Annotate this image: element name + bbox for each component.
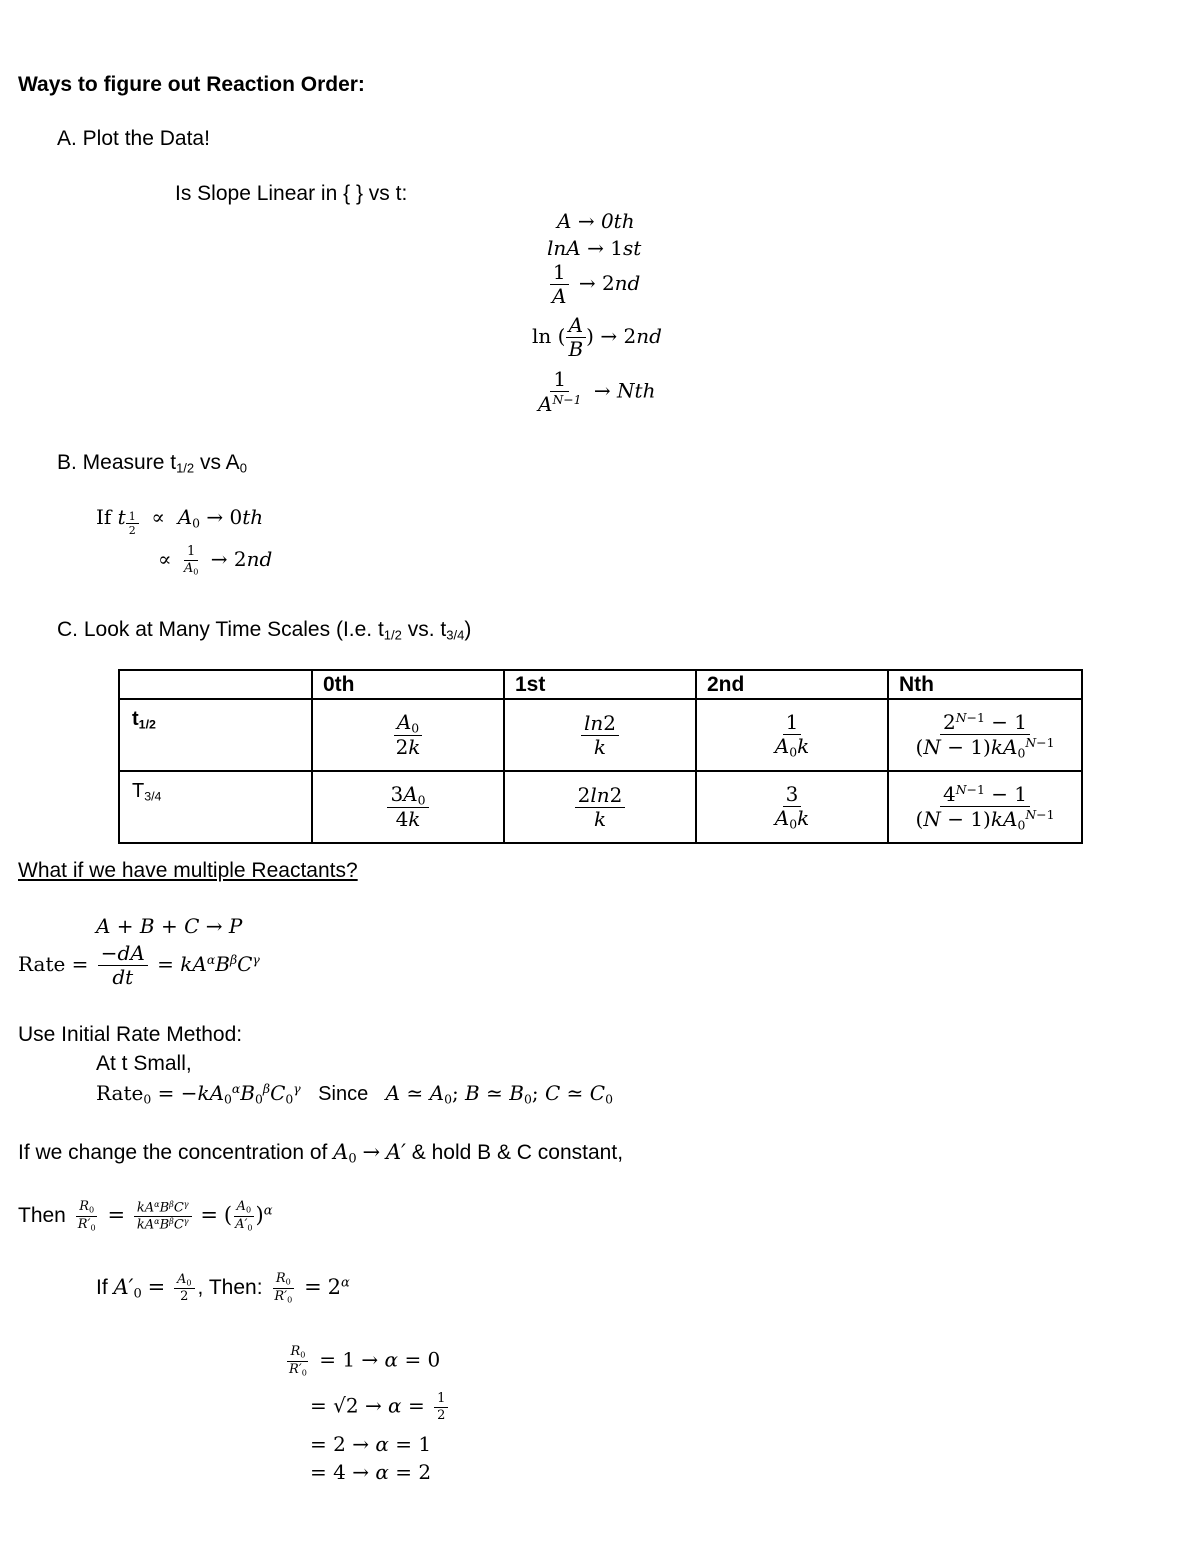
cell-half-0th: $\frac{A_0}{2k}$ (312, 699, 504, 771)
change-concentration-line: If we change the concentration of $A_0 \to A'$ & hold B & C constant, (18, 1140, 624, 1167)
rate-law: Rate = $\frac{-dA}{dt}$ = $kA^\alpha B^\beta C^\gamma$ (18, 941, 260, 989)
page-title: Ways to figure out Reaction Order: (18, 73, 365, 96)
cell-tq-1st: $\frac{2\ln 2}{k}$ (504, 771, 696, 843)
section-b-heading: B. Measure $t_{1/2}$ vs $A_0$ (57, 451, 247, 476)
table-header-1st: 1st (504, 670, 696, 699)
rule-nth: $\frac{1}{A^{N-1}}$ → Nth (538, 367, 656, 416)
initial-rate-heading: Use Initial Rate Method: (18, 1023, 243, 1046)
cell-tq-0th: $\frac{3A_0}{4k}$ (312, 771, 504, 843)
multi-reactant-heading: What if we have multiple Reactants? (18, 859, 358, 882)
cell-half-nth: $\frac{2^{N-1} - 1}{(N - 1)kA_0^{N-1}}$ (888, 699, 1082, 771)
table-header-row (119, 670, 1082, 699)
cell-tq-2nd: $\frac{3}{A_0k}$ (696, 771, 888, 843)
small-time-condition: At t Small, (96, 1052, 192, 1075)
row-label-half-life: $t_{1/2}$ (119, 699, 312, 771)
half-life-proportional-0th: If t $_{\frac{1}{2}}$ ∝ $A_0 \to 0th$ (96, 505, 264, 538)
cell-half-1st: $\frac{\ln 2}{k}$ (504, 699, 696, 771)
table-row (119, 699, 1082, 771)
rule-0th: A → 0th (557, 209, 635, 233)
alpha-case-0: $\frac{R_0}{R'_0}$ = 1 → α = 0 (289, 1344, 441, 1377)
alpha-case-half: = √2 → α = $\frac{1}{2}$ (310, 1392, 451, 1422)
slope-prompt: Is Slope Linear in { } vs t: (175, 182, 408, 205)
alpha-case-1: = 2 → α = 1 (310, 1432, 432, 1456)
time-scale-table (118, 669, 1083, 844)
reaction-equation: A + B + C → P (96, 914, 243, 938)
rule-2nd-log-ratio: ln ( $\frac{A}{B}$ ) → 2nd (532, 313, 662, 361)
halving-example: If $A'_0$ = $\frac{A_0}{2}$ , Then: $\frac{R_0}{R'_0}$ = $2^\alpha$ (96, 1271, 350, 1305)
half-life-proportional-2nd: ∝ $\frac{1}{A_0}$ → 2nd (158, 544, 273, 576)
table-header-0th: 0th (312, 670, 504, 699)
rate-ratio-expression: Then $\frac{R_0}{R'_0}$ = $\frac{kA^\alpha B^\beta C^\gamma}{kA^\alpha B^\beta C^\gamma}$ = ( $\frac{A_0}{A'_0}$ )$^\alpha$ (18, 1199, 273, 1233)
cell-tq-nth: $\frac{4^{N-1} - 1}{(N - 1)kA_0^{N-1}}$ (888, 771, 1082, 843)
rule-2nd-reciprocal: $\frac{1}{A}$ → 2nd (546, 262, 640, 307)
table-header-empty (119, 670, 312, 699)
section-c-heading: C. Look at Many Time Scales (I.e. $t_{1/2}$ vs. $t_{3/4}$) (57, 618, 472, 643)
initial-rate-expression: Rate$_0$ = $-kA_0^\alpha B_0^\beta C_0^\gamma$ Since A ≃ $A_0$; B ≃ $B_0$; C ≃ $C_0$ (96, 1081, 613, 1107)
table-row (119, 771, 1082, 843)
table-header-nth: Nth (888, 670, 1082, 699)
alpha-case-2: = 4 → α = 2 (310, 1460, 432, 1484)
rule-1st: lnA → 1st (547, 236, 642, 260)
table-header-2nd: 2nd (696, 670, 888, 699)
row-label-three-quarter: $T_{3/4}$ (119, 771, 312, 843)
section-a-heading: A. Plot the Data! (57, 127, 210, 150)
cell-half-2nd: $\frac{1}{A_0k}$ (696, 699, 888, 771)
